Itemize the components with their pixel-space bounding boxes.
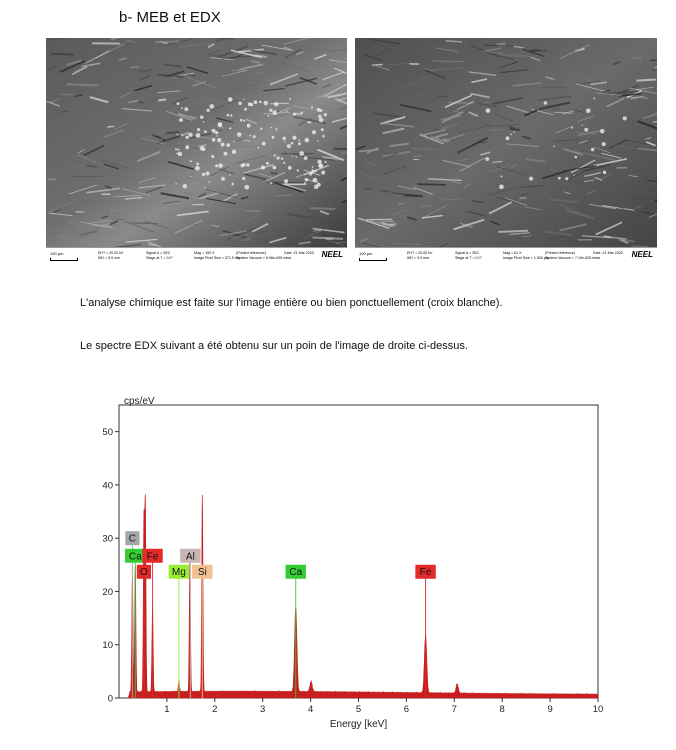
texture-stroke: [107, 126, 114, 127]
texture-speck: [221, 177, 225, 181]
texture-speck: [304, 156, 308, 160]
info-text: Mag = 150 X: [194, 251, 215, 255]
texture-speck: [286, 111, 287, 112]
texture-speck: [181, 107, 183, 109]
texture-speck: [268, 115, 270, 117]
texture-stroke: [271, 173, 278, 174]
texture-speck: [591, 148, 594, 151]
texture-speck: [196, 162, 199, 165]
x-tick-label: 7: [451, 704, 457, 715]
texture-stroke: [313, 238, 343, 239]
info-text: System Vacuum = 6.96e-005 mbar: [236, 256, 292, 260]
info-text: WD = 9.0 mm: [407, 256, 430, 260]
x-tick-label: 6: [403, 704, 410, 715]
element-label: Al: [185, 551, 195, 563]
scale-bar: [50, 258, 78, 261]
texture-speck: [175, 183, 176, 184]
element-label: Si: [197, 567, 207, 579]
texture-speck: [273, 154, 275, 156]
texture-speck: [298, 142, 301, 145]
info-text: Signal A = SE2: [146, 251, 170, 255]
texture-speck: [177, 149, 179, 151]
texture-speck: [200, 115, 204, 119]
texture-speck: [287, 144, 291, 148]
micrograph-left: [46, 38, 347, 248]
texture-speck: [228, 97, 233, 102]
texture-speck: [178, 152, 183, 157]
sem-image-right: [355, 38, 657, 264]
texture-speck: [565, 177, 568, 180]
edx-spectrum-chart: [95, 395, 615, 740]
texture-speck: [319, 164, 323, 168]
texture-speck: [272, 136, 275, 139]
texture-speck: [318, 115, 322, 119]
y-tick-label: 0: [107, 693, 113, 705]
texture-speck: [218, 122, 222, 126]
element-labels: [125, 531, 436, 698]
texture-speck: [229, 128, 231, 130]
texture-speck: [553, 146, 555, 148]
texture-speck: [230, 114, 232, 116]
texture-speck: [240, 119, 243, 122]
texture-speck: [322, 135, 325, 138]
texture-stroke: [510, 129, 520, 130]
texture-speck: [218, 163, 222, 167]
texture-speck: [206, 171, 210, 175]
texture-stroke: [636, 79, 656, 80]
texture-speck: [190, 176, 191, 177]
texture-speck: [529, 177, 533, 181]
texture-speck: [259, 101, 262, 104]
texture-speck: [510, 133, 512, 135]
texture-speck: [314, 170, 316, 172]
texture-speck: [253, 135, 256, 138]
chart-axes: [102, 405, 603, 715]
texture-speck: [623, 116, 627, 120]
y-tick-label: 50: [102, 427, 113, 439]
spectrum-series: [129, 494, 598, 698]
texture-speck: [582, 124, 583, 125]
texture-stroke: [86, 166, 97, 167]
texture-speck: [312, 169, 314, 171]
texture-speck: [202, 173, 205, 176]
texture-stroke: [394, 243, 422, 244]
texture-speck: [274, 102, 278, 106]
element-label: Mg: [171, 567, 186, 579]
texture-speck: [264, 101, 269, 106]
texture-stroke: [310, 208, 336, 209]
scale-label: 100 µm: [50, 251, 64, 256]
texture-speck: [270, 127, 272, 129]
texture-speck: [501, 175, 503, 177]
texture-speck: [585, 175, 587, 177]
element-label: Fe: [146, 551, 159, 563]
texture-speck: [309, 121, 311, 123]
texture-speck: [586, 108, 591, 113]
texture-speck: [276, 156, 279, 159]
texture-speck: [188, 133, 192, 137]
texture-speck: [175, 148, 177, 150]
texture-speck: [603, 171, 606, 174]
texture-speck: [242, 163, 245, 166]
texture-stroke: [131, 67, 139, 68]
texture-speck: [321, 128, 324, 131]
texture-speck: [317, 183, 321, 187]
texture-speck: [293, 113, 296, 116]
texture-speck: [217, 138, 221, 142]
texture-speck: [499, 184, 504, 189]
texture-stroke: [246, 211, 261, 212]
texture-speck: [260, 128, 262, 130]
texture-speck: [313, 178, 318, 183]
texture-speck: [215, 164, 218, 167]
texture-speck: [299, 151, 304, 156]
texture-speck: [179, 118, 183, 122]
neel-logo: NEEL: [631, 250, 653, 259]
texture-speck: [574, 156, 577, 159]
x-tick-label: 10: [592, 704, 604, 715]
texture-speck: [250, 135, 252, 137]
texture-speck: [311, 170, 314, 173]
micrograph-right: [355, 38, 657, 248]
texture-speck: [324, 161, 326, 163]
texture-speck: [254, 100, 258, 104]
texture-speck: [272, 110, 277, 115]
info-text: Stage at T = 0.0°: [455, 256, 482, 260]
texture-speck: [211, 155, 214, 158]
x-tick-label: 2: [212, 704, 218, 715]
sem-image-left: [46, 38, 347, 264]
element-label: O: [140, 567, 148, 579]
texture-speck: [238, 101, 242, 105]
texture-speck: [321, 171, 325, 175]
texture-stroke: [297, 178, 303, 179]
info-text: EHT = 20.00 kV: [98, 251, 124, 255]
x-tick-label: 8: [499, 704, 505, 715]
texture-speck: [226, 143, 230, 147]
texture-speck: [190, 160, 192, 162]
texture-stroke: [158, 99, 166, 100]
y-tick-label: 10: [102, 640, 113, 652]
texture-speck: [242, 177, 245, 180]
texture-speck: [248, 102, 252, 106]
texture-speck: [176, 134, 178, 136]
texture-speck: [262, 142, 266, 146]
info-text: (Printed reference): [545, 251, 575, 255]
x-axis-label: Energy [keV]: [329, 719, 388, 730]
texture-speck: [209, 104, 214, 109]
texture-speck: [196, 133, 201, 138]
texture-speck: [558, 177, 561, 180]
y-axis-label: cps/eV: [124, 396, 155, 407]
texture-speck: [257, 147, 259, 149]
texture-speck: [281, 157, 283, 159]
neel-logo: NEEL: [321, 250, 343, 259]
sem-databar-left: [46, 247, 347, 264]
texture-stroke: [157, 52, 178, 53]
texture-speck: [317, 108, 321, 112]
texture-speck: [602, 142, 606, 146]
texture-speck: [301, 111, 303, 113]
texture-stroke: [417, 184, 446, 185]
info-text: EHT = 20.00 kV: [407, 251, 433, 255]
texture-stroke: [498, 231, 528, 232]
texture-speck: [186, 136, 189, 139]
sem-databar-right: [355, 247, 657, 264]
texture-speck: [319, 118, 324, 123]
info-text: Image Pixel Size = 1.526 µm: [503, 256, 549, 260]
info-text: Date :21 Mar 2020: [284, 251, 314, 255]
texture-speck: [312, 130, 316, 134]
scale-label: 100 µm: [359, 251, 373, 256]
texture-speck: [574, 174, 575, 175]
x-tick-label: 5: [355, 704, 362, 715]
texture-stroke: [413, 159, 419, 160]
texture-speck: [244, 185, 249, 190]
texture-speck: [298, 139, 300, 141]
texture-speck: [506, 136, 510, 140]
texture-speck: [305, 138, 310, 143]
x-tick-label: 1: [164, 704, 170, 715]
texture-speck: [231, 183, 234, 186]
texture-speck: [307, 121, 309, 123]
texture-speck: [272, 166, 276, 170]
texture-speck: [176, 153, 178, 155]
texture-speck: [244, 108, 247, 111]
texture-speck: [207, 109, 210, 112]
texture-speck: [289, 98, 291, 100]
texture-speck: [513, 132, 514, 133]
texture-stroke: [633, 58, 642, 59]
texture-speck: [311, 106, 313, 108]
info-text: System Vacuum = 7.10e-005 mbar: [545, 256, 601, 260]
texture-speck: [243, 120, 245, 122]
texture-speck: [243, 99, 245, 101]
texture-speck: [184, 107, 188, 111]
texture-speck: [197, 128, 200, 131]
paragraph-spectrum: Le spectre EDX suivant a été obtenu sur un poin de l'image de droite ci-dessus.: [80, 340, 468, 352]
x-tick-label: 4: [307, 704, 314, 715]
texture-speck: [304, 182, 306, 184]
texture-speck: [203, 148, 206, 151]
texture-speck: [324, 113, 327, 116]
texture-speck: [183, 184, 187, 188]
texture-stroke: [57, 100, 66, 101]
x-tick-label: 3: [260, 704, 266, 715]
texture-speck: [221, 142, 225, 146]
texture-speck: [317, 140, 319, 142]
texture-speck: [593, 97, 595, 99]
texture-stroke: [520, 194, 529, 195]
texture-speck: [297, 169, 299, 171]
texture-stroke: [51, 54, 73, 55]
info-text: (Printed reference): [236, 251, 266, 255]
info-text: Stage at T = 0.0°: [146, 256, 173, 260]
texture-speck: [296, 156, 298, 158]
texture-speck: [195, 166, 200, 171]
texture-stroke: [542, 87, 565, 88]
texture-speck: [266, 162, 269, 165]
texture-speck: [317, 160, 321, 164]
texture-speck: [229, 174, 231, 176]
texture-speck: [208, 181, 210, 183]
texture-speck: [261, 165, 265, 169]
element-label: Ca: [128, 551, 142, 563]
texture-speck: [600, 129, 605, 134]
texture-speck: [544, 101, 547, 104]
texture-speck: [185, 145, 189, 149]
texture-speck: [204, 130, 207, 133]
texture-speck: [288, 166, 292, 170]
element-label: Ca: [289, 567, 303, 579]
texture-speck: [237, 132, 242, 137]
section-heading: b- MEB et EDX: [119, 9, 221, 26]
texture-speck: [275, 128, 277, 130]
texture-speck: [233, 141, 235, 143]
info-text: Image Pixel Size = 371.5 nm: [194, 256, 240, 260]
texture-stroke: [506, 46, 515, 47]
texture-speck: [177, 102, 180, 105]
texture-stroke: [333, 149, 347, 150]
texture-speck: [212, 138, 216, 142]
texture-speck: [283, 162, 285, 164]
y-tick-label: 20: [102, 586, 113, 598]
y-tick-label: 40: [102, 480, 113, 492]
info-text: Signal A = SE2: [455, 251, 479, 255]
texture-speck: [223, 152, 227, 156]
texture-speck: [212, 129, 216, 133]
texture-speck: [181, 134, 183, 136]
texture-stroke: [155, 42, 179, 43]
texture-speck: [247, 124, 251, 128]
info-text: WD = 9.0 mm: [98, 256, 121, 260]
texture-speck: [292, 156, 293, 157]
element-label: Fe: [419, 567, 432, 579]
x-tick-label: 9: [547, 704, 553, 715]
y-tick-label: 30: [102, 533, 113, 545]
texture-speck: [204, 187, 206, 189]
spectrum-area: [129, 494, 598, 698]
element-label: C: [128, 533, 137, 545]
texture-speck: [232, 150, 237, 155]
texture-speck: [284, 141, 286, 143]
scale-bar: [359, 258, 387, 261]
texture-stroke: [457, 131, 490, 132]
texture-stroke: [496, 43, 505, 44]
paragraph-analysis: L'analyse chimique est faite sur l'image entière ou bien ponctuellement (croix blanche).: [80, 297, 503, 309]
info-text: Date :21 Mar 2020: [593, 251, 623, 255]
texture-speck: [217, 135, 218, 136]
texture-speck: [222, 127, 223, 128]
texture-speck: [312, 166, 314, 168]
texture-speck: [584, 128, 588, 132]
texture-speck: [485, 157, 489, 161]
texture-speck: [284, 179, 288, 183]
texture-speck: [292, 136, 296, 140]
info-text: Mag = 61 X: [503, 251, 522, 255]
texture-speck: [246, 163, 249, 166]
texture-speck: [291, 142, 294, 145]
texture-speck: [269, 109, 272, 112]
texture-speck: [227, 114, 230, 117]
texture-stroke: [446, 41, 462, 42]
texture-speck: [283, 137, 286, 140]
texture-speck: [486, 108, 491, 113]
texture-speck: [571, 127, 573, 129]
texture-speck: [270, 182, 272, 184]
texture-speck: [203, 121, 204, 122]
texture-speck: [305, 178, 309, 182]
